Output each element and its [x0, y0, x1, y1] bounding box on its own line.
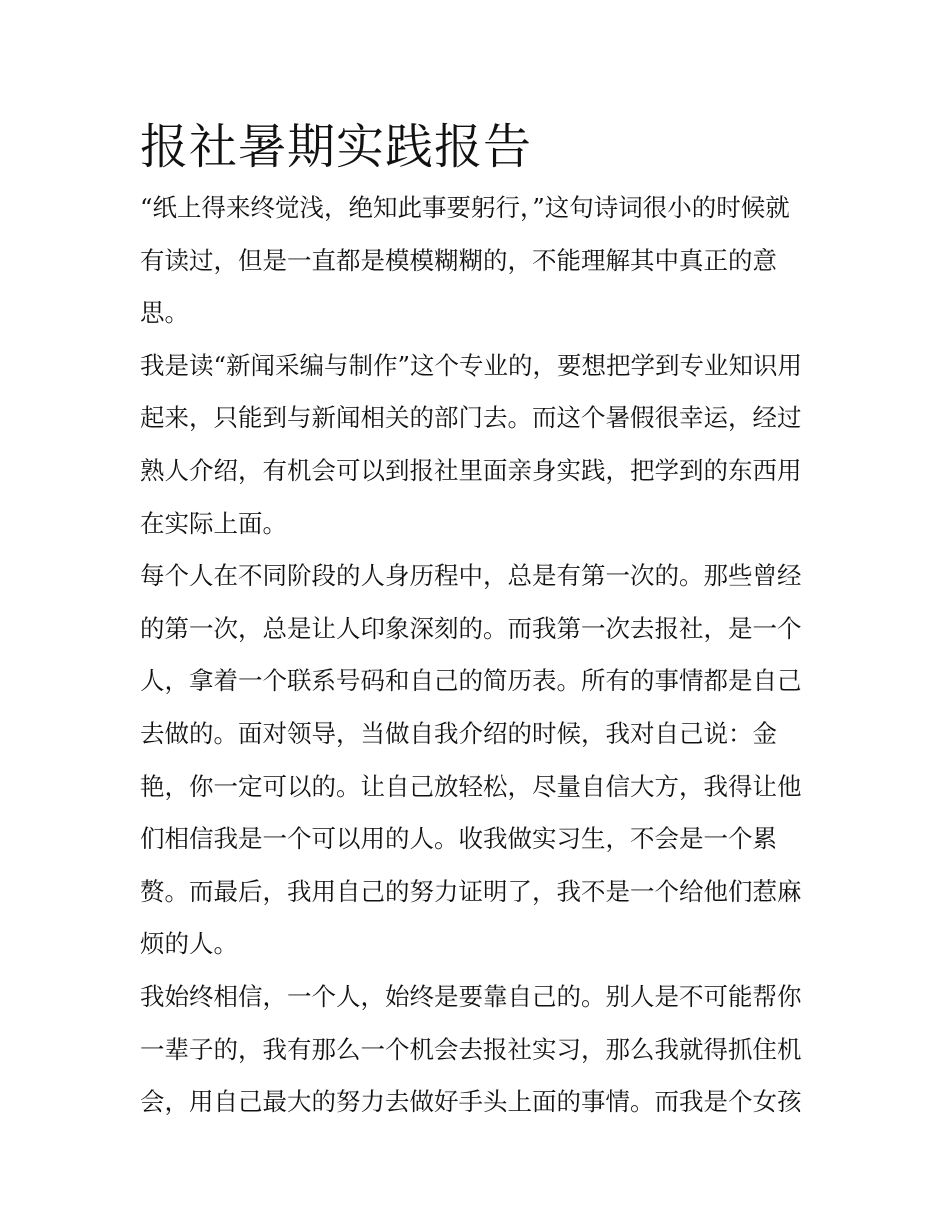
- document-title: 报社暑期实践报告: [140, 119, 533, 175]
- paragraph-3: [140, 550, 820, 971]
- text-line: 每个人在不同阶段的人身历程中，总是有第一次的。那些曾经: [140, 561, 802, 591]
- paragraph-1: [140, 182, 820, 340]
- text-line: 会，用自己最大的努力去做好手头上面的事情。而我是个女孩: [140, 1087, 802, 1117]
- text-line: 赘。而最后，我用自己的努力证明了，我不是一个给他们惹麻: [140, 876, 802, 906]
- text-line: 去做的。面对领导，当做自我介绍的时候，我对自己说：金: [140, 718, 777, 748]
- paragraph-2: [140, 340, 820, 550]
- text-line: 一辈子的，我有那么一个机会去报社实习，那么我就得抓住机: [140, 1034, 802, 1064]
- text-line: 们相信我是一个可以用的人。收我做实习生，不会是一个累: [140, 824, 777, 854]
- document-body: [140, 112, 820, 1129]
- text-line: 熟人介绍，有机会可以到报社里面亲身实践，把学到的东西用: [140, 455, 802, 485]
- text-line: 我始终相信，一个人，始终是要靠自己的。别人是不可能帮你: [140, 981, 802, 1011]
- text-line: 在实际上面。: [140, 508, 287, 538]
- text-line: 的第一次，总是让人印象深刻的。而我第一次去报社，是一个: [140, 613, 802, 643]
- text-line: 起来，只能到与新闻相关的部门去。而这个暑假很幸运，经过: [140, 403, 802, 433]
- text-line: 艳，你一定可以的。让自己放轻松，尽量自信大方，我得让他: [140, 771, 802, 801]
- text-line: 烦的人。: [140, 929, 238, 959]
- text-line: 思。: [140, 298, 189, 328]
- text-line: 我是读“新闻采编与制作”这个专业的，要想把学到专业知识用: [140, 350, 803, 380]
- text-line: 人，拿着一个联系号码和自己的简历表。所有的事情都是自己: [140, 666, 802, 696]
- text-line: 有读过，但是一直都是模模糊糊的，不能理解其中真正的意: [140, 245, 777, 275]
- paragraph-4: [140, 971, 820, 1129]
- text-line: “纸上得来终觉浅，绝知此事要躬行，”这句诗词很小的时候就: [140, 193, 790, 222]
